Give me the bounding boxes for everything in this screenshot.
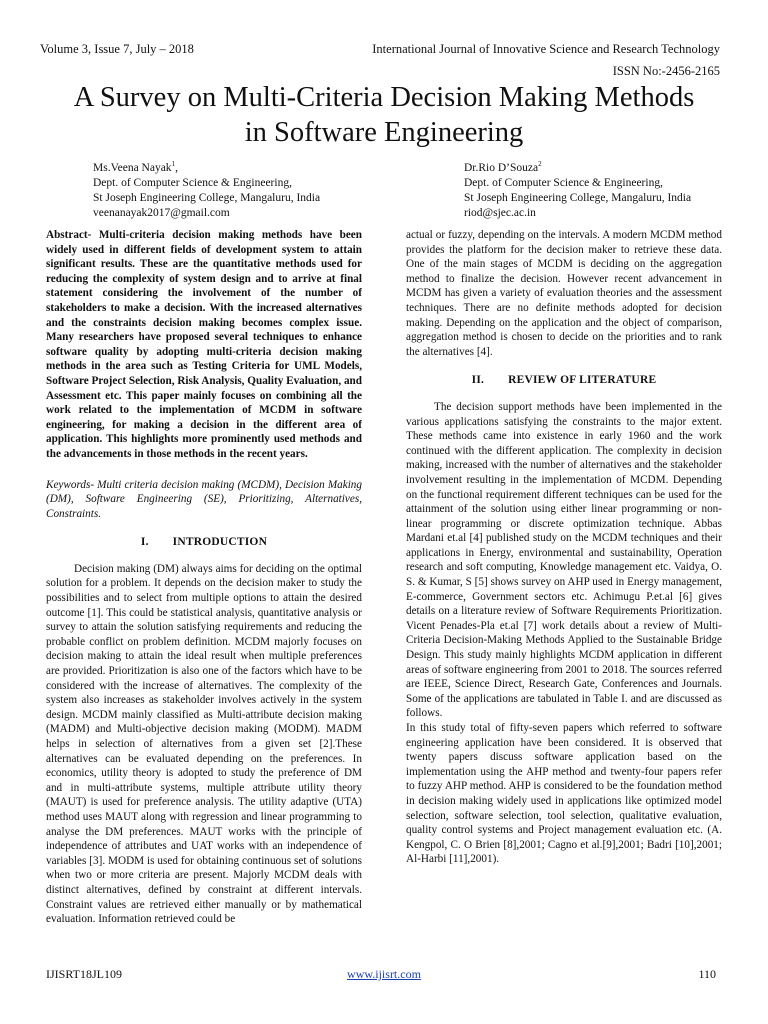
author-name: Ms.Veena Nayak$^1$, <box>93 160 178 174</box>
author-college: St Joseph Engineering College, Mangaluru, India <box>464 192 692 205</box>
section-heading-review: II. REVIEW OF LITERATURE <box>471 374 657 387</box>
title-line-1: A Survey on Multi-Criteria Decision Making Methods <box>73 82 695 113</box>
keywords: Keywords- Multi criteria decision making (MCDM), Decision Making (DM), Software Engineering (SE), Prioritizing, Alternatives, Constraints. <box>46 478 362 520</box>
website-link[interactable]: www.ijisrt.com <box>347 967 421 981</box>
review-paragraph-1: The decision support methods have been implemented in the various applications satisfying the constraints to the major extent. These methods came into existence in early 1960 and the work continued with the different application. The complexity in decision making, increased with the number of alternatives and the stakeholder involvement resulting in the implementation of MCDM. Depending on the functional requirement different techniques can be used for the attainment of the solution using either linear programming or non-linear programming or discrete optimization technique. Abbas Mardani et.al [4] published study on the MCDM techniques and their applications in Energy, environmental and sustainability, Operation research and soft computing, Knowledge management etc. Vaidya, O. S. & Kumar, S [5] shows survey on AHP used in Energy management, E-commerce, Government sectors etc. Achimugu P.et.al [6] gives details on a literature review of Software Requirements Prioritization. Vicent Penades-Pla et.al [7] work details about a review of Multi-Criteria Decision-Making Methods Applied to the Sustainable Bridge Design. This study mainly highlights MCDM application in different areas of software engineering from 2001 to 2018. The sources referred are IEEE, Science Direct, Research Gate, Conferences and Journals. Some of the applications are tabulated in Table I. and are discussed as follows. <box>406 400 722 720</box>
author-dept: Dept. of Computer Science & Engineering, <box>464 177 663 190</box>
header-issn: ISSN No:-2456-2165 <box>612 64 720 78</box>
author-college: St Joseph Engineering College, Mangaluru, India <box>93 192 321 205</box>
author-block-2 <box>464 157 691 222</box>
author-email: veenanayak2017@gmail.com <box>93 207 230 220</box>
footer-paper-code: IJISRT18JL109 <box>46 967 122 981</box>
left-column <box>46 228 362 948</box>
introduction-paragraph: Decision making (DM) always aims for deciding on the optimal solution for a problem. It depends on the decision maker to study the possibilities and to select from multiple options to attain the desired outcome [1]. This could be statistical analysis, quantitative analysis or survey to attain the solution satisfying requirements and reducing the probable conflict on problem definition. MCDM majorly focuses on decision making to attain the ideal result when multiple preferences are provided. Prioritization is also one of the factors which have to be considered with the increase of alternatives. The complexity of the system also increases as stakeholder involves actively in the system design. MCDM mainly classified as Multi-attribute decision making (MADM) and Multi-objective decision making (MODM). MADM helps in selection of alternatives from a given set [2].These alternatives can be evaluated depending on the preferences. In economics, utility theory is adopted to study the preference of DM and in multi-attribute systems, multiple attribute utility theory (MAUT) is used for preference analysis. The utility adaptive (UTA) method uses MAUT along with regression and linear programming to analyse the DM preferences. MAUT works with the principle of independence of attributes and UAT works with an independence of variables [3]. MODM is used for obtaining continuous set of solutions when two or more criteria are present. Majorly MCDM deals with distinct alternatives, defined by constraint at different intervals. Constraint values are retrieved either manually or by mathematical evaluation. Information retrieved could be <box>46 562 362 926</box>
title-line-2: in Software Engineering <box>244 117 524 148</box>
footer-page-number: 110 <box>698 967 716 981</box>
author-block-1 <box>93 157 320 222</box>
footer-website <box>0 967 768 982</box>
right-column <box>406 228 722 948</box>
header-journal: International Journal of Innovative Science and Research Technology <box>372 42 720 56</box>
abstract: Abstract- Multi-criteria decision making methods have been widely used in different fields of development system to attain significant results. These are the quantitative methods used for reducing the complexity of system design and to arrive at final statement considering the involvement of the number of stakeholders to make a decision. With the increased alternatives and the constraints decision making becomes complex issue. Many researchers have proposed several techniques to enhance software quality by adopting multi-criteria decision making methods in the area such as Testing Criteria for UML Models, Software Project Selection, Risk Analysis, Quality Evaluation, and Assessment etc. This paper mainly focuses on combining all the work related to the implementation of MCDM in software engineering, for making a decision in the different area of application. This highlights more prominently used methods and the advancements in those methods in the recent years. <box>46 229 362 460</box>
paper-title <box>30 80 738 150</box>
author-name: Dr.Rio D’Souza$^2$ <box>464 160 542 174</box>
author-dept: Dept. of Computer Science & Engineering, <box>93 177 292 190</box>
introduction-continuation: actual or fuzzy, depending on the intervals. A modern MCDM method provides the platform for the decision maker to retrieve these data. One of the main stages of MCDM is deciding on the aggregation method to finalize the decision. However recent advancement in MCDM has given a variety of evaluation theories and the assessment techniques. There are no definite methods adopted for decision making. Depending on the application and the object of comparison, aggregation method is chosen to decide on the priorities and to rank the alternatives [4]. <box>406 229 722 358</box>
header-volume: Volume 3, Issue 7, July – 2018 <box>40 42 194 56</box>
section-heading-introduction: I. INTRODUCTION <box>140 536 268 549</box>
review-paragraph-2: In this study total of fifty-seven papers which referred to software engineering application have been considered. It is observed that twenty papers discuss software application based on the implementation using the AHP method and twenty-four papers refer to fuzzy AHP method. AHP is considered to be the foundation method in decision making widely used in applications like optimized model selection, software selection, tool selection, qualitative evaluation, quality control systems and Project management evaluation etc. (A. Kengpol, C. O Brien [8],2001; Cagno et al.[9],2001; Badri [10],2001; Al-Harbi [11],2001). <box>406 722 722 866</box>
author-email: riod@sjec.ac.in <box>464 207 536 220</box>
